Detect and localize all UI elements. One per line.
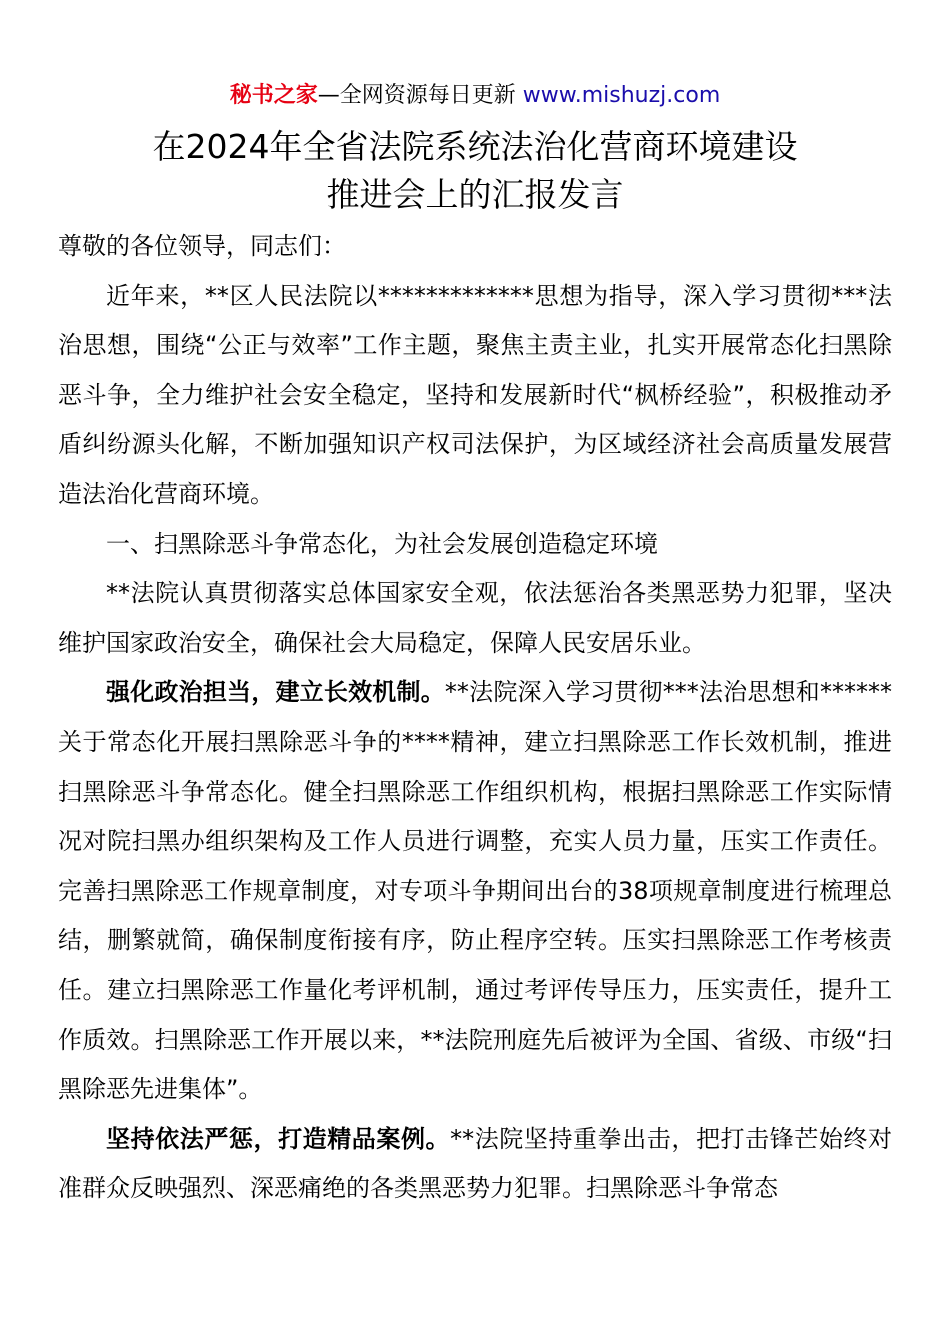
paragraph-lead: 强化政治担当，建立长效机制。 [106, 678, 445, 707]
header-tagline: —全网资源每日更新 [317, 83, 516, 108]
document-title-line-2: 推进会上的汇报发言 [326, 175, 624, 214]
section-paragraph: **法院认真贯彻落实总体国家安全观，依法惩治各类黑恶势力犯罪，坚决维护国家政治安全，确保社会大局稳定，保障人民安居乐业。 [58, 579, 892, 657]
paragraph-political-responsibility [58, 668, 892, 1114]
intro-paragraph: 近年来，**区人民法院以*************思想为指导，深入学习贯彻***法治思想，围绕“公正与效率”工作主题，聚焦主责主业，扎实开展常态化扫黑除恶斗争，全力维护社会安全稳定，坚持和发展新时代“枫桥经验”，积极推动矛盾纠纷源头化解，不断加强知识产权司法保护，为区域经济社会高质量发展营造法治化营商环境。 [58, 281, 892, 508]
salutation: 尊敬的各位领导，同志们： [58, 232, 346, 260]
paragraph-strict-punishment [58, 1115, 892, 1214]
site-url-link[interactable]: www.mishuzj.com [522, 83, 721, 108]
site-header [0, 80, 950, 112]
document-title-line-1: 在2024年全省法院系统法治化营商环境建设 [152, 127, 798, 166]
section-heading: 一、扫黑除恶斗争常态化，为社会发展创造稳定环境 [106, 529, 658, 558]
paragraph-text: **法院深入学习贯彻***法治思想和******关于常态化开展扫黑除恶斗争的****精神，建立扫黑除恶工作长效机制，推进扫黑除恶斗争常态化。健全扫黑除恶工作组织机构，根据扫黑除恶工作实际情况对院扫黑办组织架构及工作人员进行调整，充实人员力量，压实工作责任。完善扫黑除恶工作规章制度，对专项斗争期间出台的38项规章制度进行梳理总结，删繁就简，确保制度衔接有序，防止程序空转。压实扫黑除恶工作考核责任。建立扫黑除恶工作量化考评机制，通过考评传导压力，压实责任，提升工作质效。扫黑除恶工作开展以来，**法院刑庭先后被评为全国、省级、市级“扫黑除恶先进集体”。 [58, 678, 893, 1104]
paragraph-text: **法院坚持重拳出击，把打击锋芒始终对准群众反映强烈、深恶痛绝的各类黑恶势力犯罪。扫黑除恶斗争常态 [58, 1124, 893, 1203]
document-body [58, 222, 892, 1214]
brand-name: 秘书之家 [229, 83, 318, 108]
paragraph-lead: 坚持依法严惩，打造精品案例。 [106, 1124, 451, 1153]
